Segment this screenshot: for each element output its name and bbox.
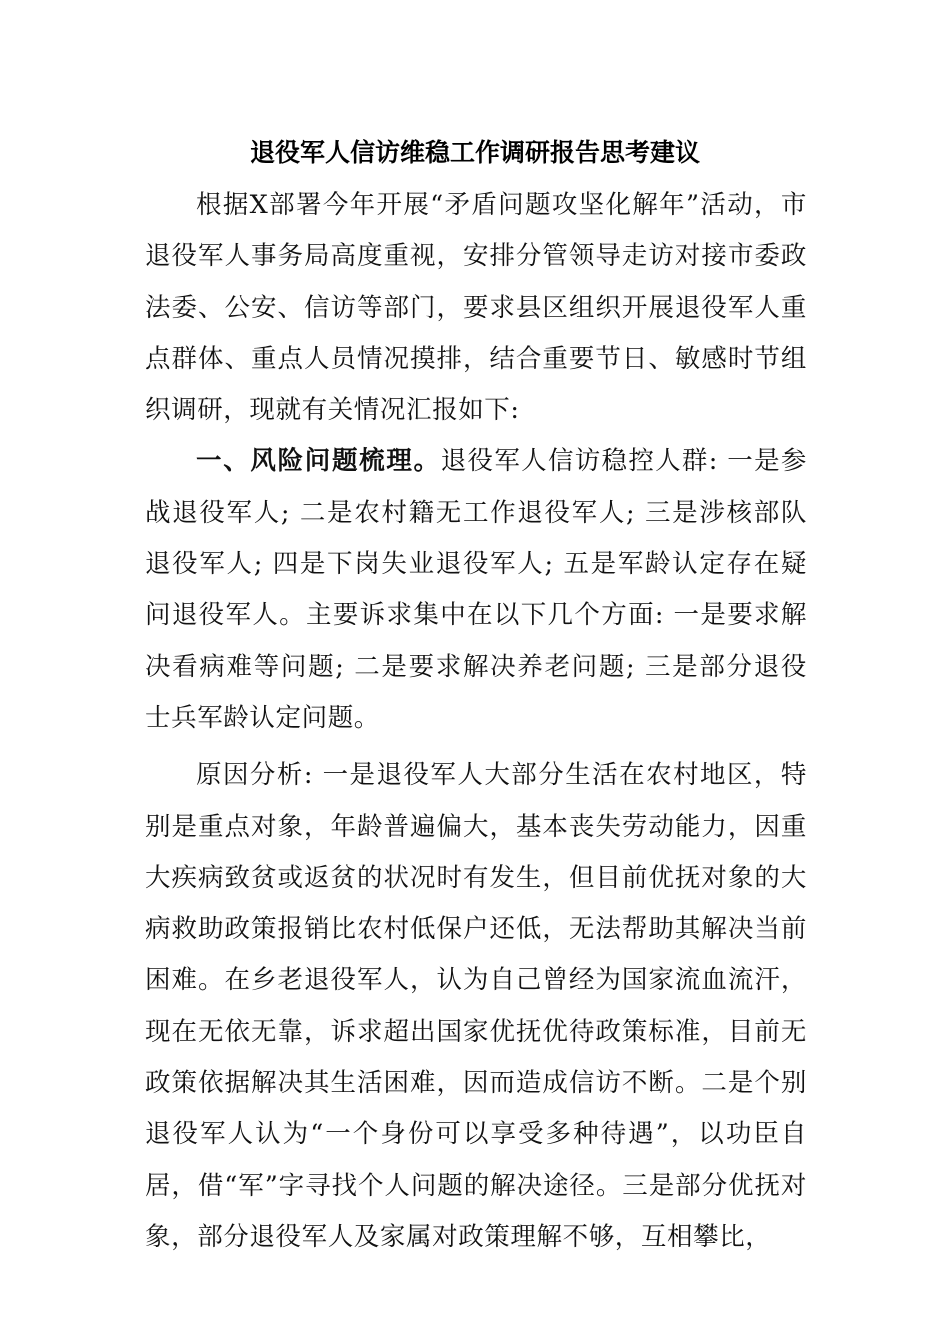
section-heading-risk-issues: 一、风险问题梳理。 bbox=[196, 446, 441, 477]
paragraph-cause-analysis bbox=[145, 750, 807, 1263]
paragraph-cause-analysis-text: 原因分析: 一是退役军人大部分生活在农村地区，特别是重点对象，年龄普遍偏大，基本丧失劳动能力，因重大疾病致贫或返贫的状况时有发生，但目前优抚对象的大病救助政策报销比农村低保户还低，无法帮助其解决当前困难。在乡老退役军人，认为自己曾经为国家流血流汗，现在无依无靠，诉求超出国家优抚优待政策标准，目前无政策依据解决其生活困难，因而造成信访不断。二是个别退役军人认为“一个身份可以享受多种待遇”，以功臣自居，借“军”字寻找个人问题的解决途径。三是部分优抚对象，部分退役军人及家属对政策理解不够，互相攀比， bbox=[145, 760, 807, 1252]
document-body bbox=[145, 180, 807, 1263]
paragraph-risk-issues bbox=[145, 436, 807, 744]
document-title: 退役军人信访维稳工作调研报告思考建议 bbox=[249, 138, 700, 167]
paragraph-risk-issues-text: 退役军人信访稳控人群: 一是参战退役军人; 二是农村籍无工作退役军人; 三是涉核部队退役军人; 四是下岗失业退役军人; 五是军龄认定存在疑问退役军人。主要诉求集中在以下几个方面: 一是要求解决看病难等问题; 二是要求解决养老问题; 三是部分退役士兵军龄认定问题。 bbox=[145, 446, 807, 733]
paragraph-intro-text: 根据X部署今年开展“矛盾问题攻坚化解年”活动，市退役军人事务局高度重视，安排分管领导走访对接市委政法委、公安、信访等部门，要求县区组织开展退役军人重点群体、重点人员情况摸排，结合重要节日、敏感时节组织调研，现就有关情况汇报如下: bbox=[145, 190, 807, 426]
paragraph-intro bbox=[145, 180, 807, 436]
